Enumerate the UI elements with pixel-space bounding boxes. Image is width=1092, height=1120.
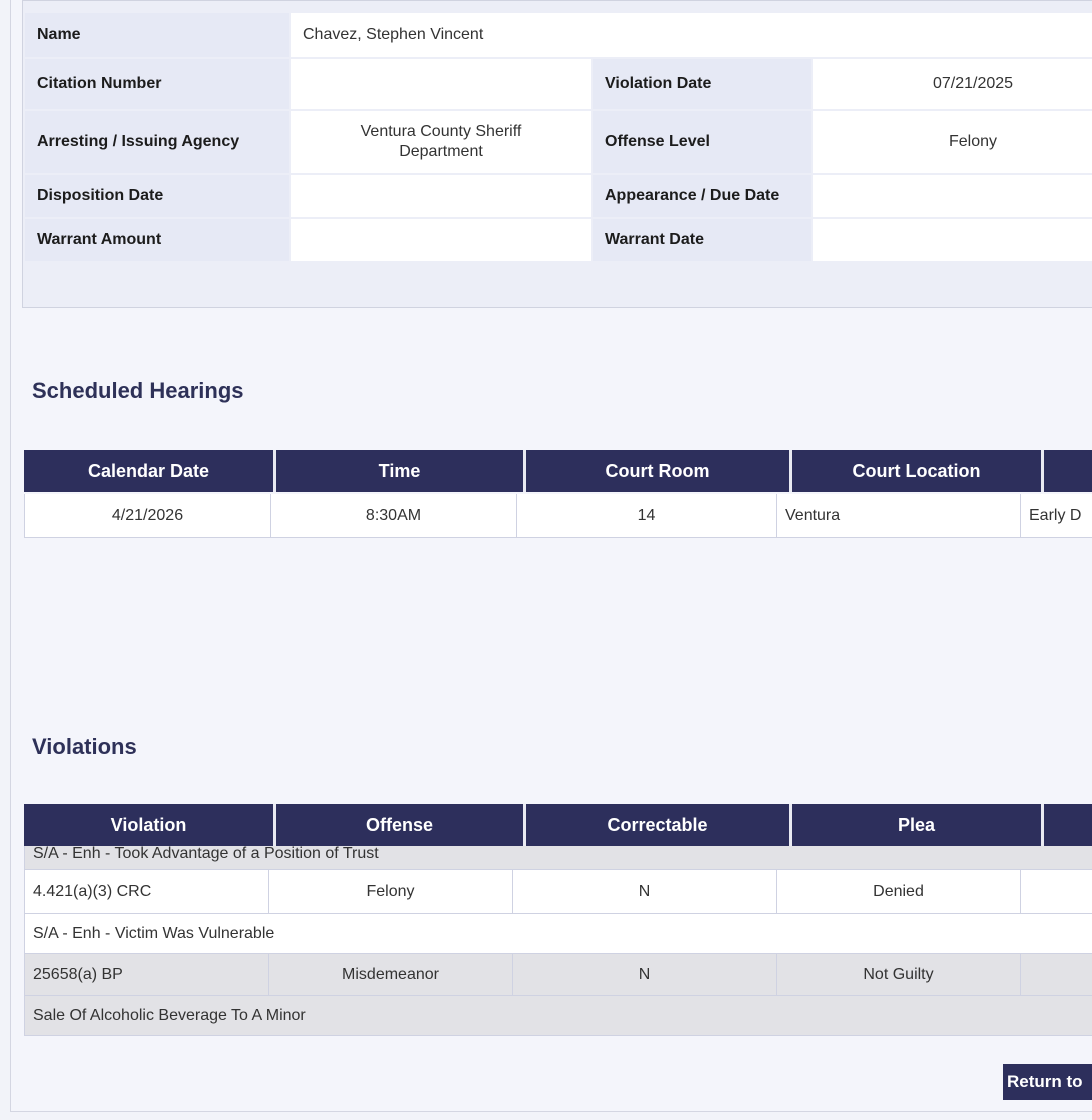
violation-correctable: N (513, 870, 777, 913)
violation-code: 25658(a) BP (25, 954, 269, 995)
hearings-table-header (24, 450, 1092, 492)
table-row (24, 870, 1092, 914)
offense-level-label: Offense Level (593, 111, 811, 173)
table-row (24, 954, 1092, 996)
hearing-court-location: Ventura (777, 494, 1021, 537)
agency-value (291, 111, 591, 173)
warrant-amount-label: Warrant Amount (25, 219, 289, 261)
disposition-date-label: Disposition Date (25, 175, 289, 217)
citation-number-value (291, 59, 591, 109)
violation-extra (1021, 870, 1092, 913)
offense-level-value: Felony (813, 111, 1092, 173)
appearance-date-label: Appearance / Due Date (593, 175, 811, 217)
violations-title: Violations (32, 734, 137, 759)
list-item (24, 914, 1092, 954)
table-row (24, 494, 1092, 538)
list-item (24, 846, 1092, 870)
violation-plea: Denied (777, 870, 1021, 913)
column-header-court-location[interactable]: Court Location (792, 450, 1044, 492)
column-header-calendar-date[interactable]: Calendar Date (24, 450, 276, 492)
violation-code: 4.421(a)(3) CRC (25, 870, 269, 913)
column-header-violation[interactable]: Violation (24, 804, 276, 846)
agency-label: Arresting / Issuing Agency (25, 111, 289, 173)
citation-number-label: Citation Number (25, 59, 289, 109)
warrant-date-value (813, 219, 1092, 261)
warrant-date-label: Warrant Date (593, 219, 811, 261)
list-item (24, 996, 1092, 1036)
hearing-date: 4/21/2026 (25, 494, 271, 537)
column-header-plea[interactable]: Plea (792, 804, 1044, 846)
disposition-date-value (291, 175, 591, 217)
column-header-correctable[interactable]: Correctable (526, 804, 792, 846)
violation-extra (1021, 954, 1092, 995)
name-value: Chavez, Stephen Vincent (291, 13, 1092, 57)
violation-correctable: N (513, 954, 777, 995)
name-label: Name (25, 13, 289, 57)
hearing-type: Early D (1029, 506, 1082, 524)
case-info-panel (22, 0, 1092, 308)
return-button[interactable]: Return to (1003, 1064, 1092, 1100)
violation-date-value: 07/21/2025 (813, 59, 1092, 109)
agency-value-line1: Ventura County Sheriff (360, 123, 522, 140)
hearing-time: 8:30AM (271, 494, 517, 537)
violation-offense: Felony (269, 870, 513, 913)
violation-description: S/A - Enh - Victim Was Vulnerable (33, 924, 275, 942)
violation-description: S/A - Enh - Took Advantage of a Position of Trust (33, 846, 379, 862)
column-header-extra[interactable] (1044, 450, 1092, 492)
violation-date-label: Violation Date (593, 59, 811, 109)
warrant-amount-value (291, 219, 591, 261)
agency-value-line2: Department (399, 143, 483, 160)
scheduled-hearings-title: Scheduled Hearings (32, 378, 244, 403)
violation-plea: Not Guilty (777, 954, 1021, 995)
appearance-date-value (813, 175, 1092, 217)
column-header-court-room[interactable]: Court Room (526, 450, 792, 492)
violations-table-header (24, 804, 1092, 846)
hearing-court-room: 14 (517, 494, 777, 537)
column-header-extra[interactable] (1044, 804, 1092, 846)
column-header-offense[interactable]: Offense (276, 804, 526, 846)
column-header-time[interactable]: Time (276, 450, 526, 492)
violation-offense: Misdemeanor (269, 954, 513, 995)
violation-description: Sale Of Alcoholic Beverage To A Minor (33, 1006, 306, 1024)
